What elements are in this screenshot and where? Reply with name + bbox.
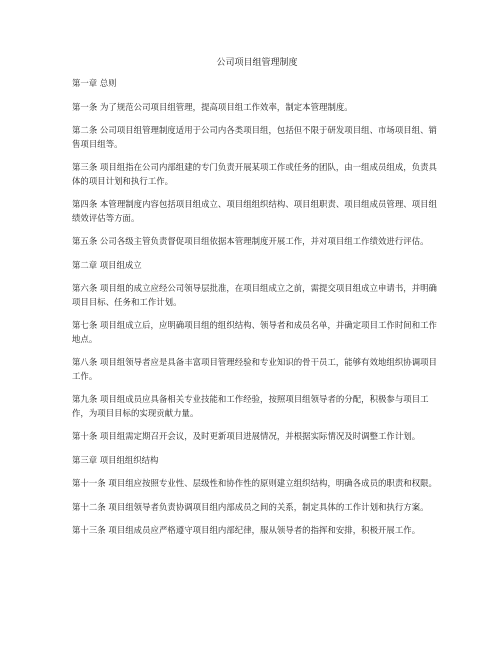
article-5: 第五条 公司各级主管负责督促项目组依据本管理制度开展工作，并对项目组工作绩效进行评估。 bbox=[72, 236, 429, 246]
article-3: 第三条 项目组指在公司内部组建的专门负责开展某项工作或任务的团队，由一组成员组成，负责具体的项目计划和执行工作。 bbox=[72, 162, 437, 186]
article-11: 第十一条 项目组应按照专业性、层级性和协作性的原则建立组织结构，明确各成员的职责和权限。 bbox=[72, 478, 437, 488]
article-1: 第一条 为了规范公司项目组管理，提高项目组工作效率，制定本管理制度。 bbox=[72, 101, 353, 112]
article-12: 第十二条 项目组领导者负责协调项目组内部成员之间的关系，制定具体的工作计划和执行方案。 bbox=[72, 501, 429, 512]
article-4: 第四条 本管理制度内容包括项目组成立、项目组组织结构、项目组职责、项目组成员管理、项目组绩效评估等方面。 bbox=[72, 199, 437, 223]
chapter-3-heading: 第三章 项目组组织结构 bbox=[72, 454, 159, 465]
article-8: 第八条 项目组领导者应是具备丰富项目管理经验和专业知识的骨干员工，能够有效地组织协调项目工作。 bbox=[72, 357, 437, 381]
document-title: 公司项目组管理制度 bbox=[216, 58, 298, 68]
article-10: 第十条 项目组需定期召开会议，及时更新项目进展情况，并根据实际情况及时调整工作计划。 bbox=[72, 431, 421, 441]
article-7: 第七条 项目组成立后，应明确项目组的组织结构、领导者和成员名单，并确定项目工作时间和工作地点。 bbox=[72, 320, 437, 344]
article-6: 第六条 项目组的成立应经公司领导层批准，在项目组成立之前，需提交项目组成立申请书，并明确项目目标、任务和工作计划。 bbox=[72, 283, 437, 307]
article-2: 第二条 公司项目组管理制度适用于公司内各类项目组，包括但不限于研发项目组、市场项目组、销售项目组等。 bbox=[72, 125, 437, 149]
chapter-1-heading: 第一章 总则 bbox=[72, 78, 117, 88]
article-13: 第十三条 项目组成员应严格遵守项目组内部纪律，服从领导者的指挥和安排，积极开展工作。 bbox=[72, 525, 421, 535]
article-9: 第九条 项目组成员应具备相关专业技能和工作经验，按照项目组领导者的分配，积极参与项目工作，为项目目标的实现贡献力量。 bbox=[72, 394, 429, 418]
chapter-2-heading: 第二章 项目组成立 bbox=[72, 259, 142, 270]
